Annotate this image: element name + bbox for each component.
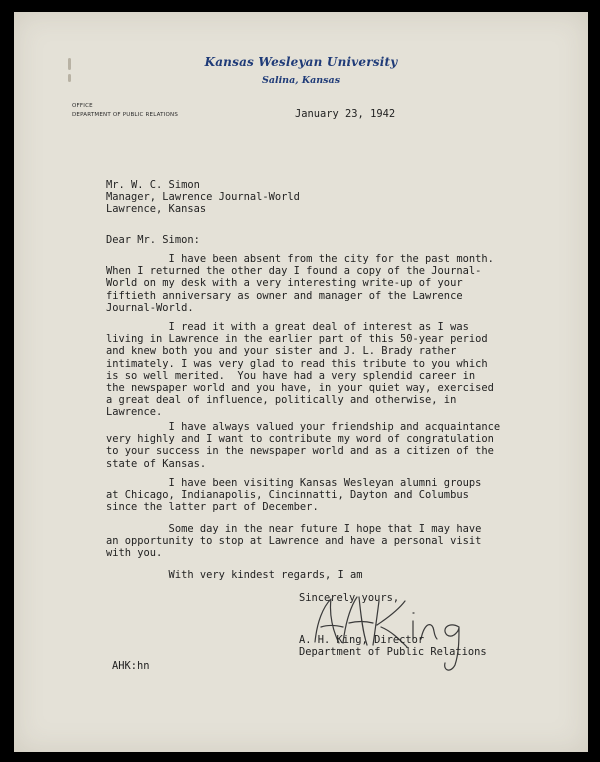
body-paragraph: With very kindest regards, I am	[106, 569, 363, 581]
reference-initials: AHK:hn	[112, 660, 150, 672]
signer-block	[299, 634, 487, 658]
recipient-address	[106, 179, 300, 216]
office-department: DEPARTMENT OF PUBLIC RELATIONS	[72, 112, 179, 118]
letterhead-city: Salina, Kansas	[261, 75, 341, 86]
letter-page	[14, 12, 588, 752]
salutation: Dear Mr. Simon:	[106, 234, 200, 246]
closing: Sincerely yours,	[299, 592, 400, 604]
handwritten-signature	[309, 587, 509, 677]
signer-department: Department of Public Relations	[299, 646, 487, 659]
body-paragraph: I have been visiting Kansas Wesleyan alumni groups at Chicago, Indianapolis, Cincinnatti, Dayton and Columbus since the latter part of December.	[106, 477, 482, 514]
body-paragraph: I read it with a great deal of interest as I was living in Lawrence in the earlier part of this 50-year period and knew both you and your sister and J. L. Brady rather intimately. I was very glad to read this tribute to you which is so well merited. You have had a very splendid career in the newspaper world and you have, in your quiet way, exercised a great deal of influence, politically and otherwise, in Lawrence.	[106, 321, 494, 419]
letter-date: January 23, 1942	[295, 108, 396, 120]
body-paragraph: I have always valued your friendship and acquaintance very highly and I want to contribute my word of congratulation to your success in the newspaper world and as a citizen of the state of Kansas.	[106, 421, 501, 470]
letterhead-university: Kansas Wesleyan University	[204, 55, 398, 69]
recipient-location: Lawrence, Kansas	[106, 203, 207, 216]
recipient-name: Mr. W. C. Simon	[106, 179, 200, 191]
body-paragraph: I have been absent from the city for the past month. When I returned the other day I found a copy of the Journal- World on my desk with a very interesting write-up of your fiftieth anniversary as owner and manager of the Lawrence Journal-World.	[106, 253, 494, 314]
letterhead-office	[72, 102, 178, 120]
office-label: OFFICE	[72, 103, 93, 109]
signer-name: A. H. King, Director	[299, 634, 425, 646]
recipient-title: Manager, Lawrence Journal-World	[106, 191, 300, 204]
body-paragraph: Some day in the near future I hope that I may have an opportunity to stop at Lawrence and have a personal visit with you.	[106, 523, 482, 560]
